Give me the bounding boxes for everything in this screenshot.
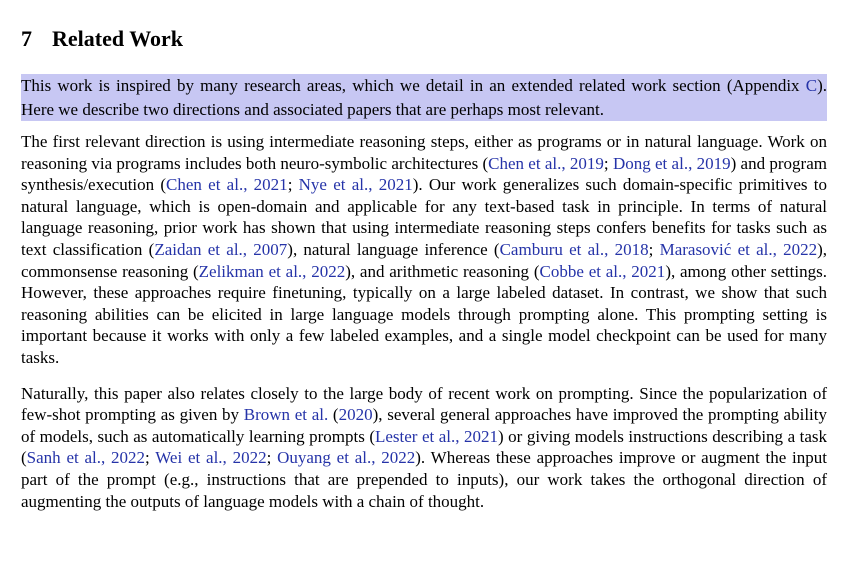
paragraph-related-work-prompting <box>21 383 827 513</box>
text-run: ) or giving models instructions describing a task ( <box>21 426 827 468</box>
highlighted-paragraph <box>21 74 827 121</box>
citation-link[interactable]: C <box>805 76 818 95</box>
citation-link[interactable]: Cobbe et al., 2021 <box>539 261 666 281</box>
citation-link[interactable]: Chen et al., 2019 <box>488 153 604 173</box>
citation-link[interactable]: Camburu et al., 2018 <box>499 239 649 259</box>
citation-link[interactable]: Nye et al., 2021 <box>298 175 413 195</box>
text-run: ), and arithmetic reasoning ( <box>345 261 540 281</box>
text-run: ), among other settings. However, these approaches require finetuning, typically on a large labeled dataset. In contrast, we show that such reasoning abilities can be elicited in large language models through prompting alone. This prompting setting is important because it works with only a few labeled examples, and a single model checkpoint can be used for many tasks. <box>21 261 827 367</box>
text-run: ; <box>145 448 156 468</box>
text-run: ; <box>648 239 660 259</box>
text-run: Naturally, this paper also relates closely to the large body of recent work on prompting. Since the popularization of few-shot prompting as given by <box>21 383 827 425</box>
text-run: ). Here we describe two directions and associated papers that are perhaps most relevant. <box>21 76 827 119</box>
citation-link[interactable]: Brown et al. <box>243 405 329 425</box>
section-number: 7 <box>21 26 32 51</box>
text-run: ; <box>266 448 278 468</box>
text-run: The first relevant direction is using intermediate reasoning steps, either as programs or in natural language. Work on reasoning via programs includes both neuro-symbolic architectures ( <box>21 132 827 173</box>
text-run: This work is inspired by many research areas, which we detail in an extended related work section (Appendix <box>21 76 806 95</box>
citation-link[interactable]: Wei et al., 2022 <box>155 448 267 468</box>
text-run: ). Whereas these approaches improve or augment the input part of the prompt (e.g., instructions that are prepended to inputs), our work takes the orthogonal direction of augmenting the outputs of language models with a chain of thought. <box>21 448 827 511</box>
text-run: ), several general approaches have improved the prompting ability of models, such as automatically learning prompts ( <box>21 405 827 446</box>
citation-link[interactable]: Sanh et al., 2022 <box>26 448 146 468</box>
text-run: ), commonsense reasoning ( <box>21 239 827 281</box>
text-run: ; <box>603 153 613 173</box>
section-heading <box>21 26 827 52</box>
citation-link[interactable]: Ouyang et al., 2022 <box>277 448 416 468</box>
text-run: ). Our work generalizes such domain-specific primitives to natural language, which is open-domain and applicable for any text-based task in principle. In terms of natural language reasoning, prior work has shown that using intermediate reasoning steps confers benefits for tasks such as text classification ( <box>21 175 827 259</box>
paragraph-related-work-reasoning <box>21 131 827 369</box>
citation-link[interactable]: Marasović et al., 2022 <box>659 239 818 259</box>
text-run: ( <box>328 405 339 425</box>
citation-link[interactable]: 2020 <box>338 405 373 425</box>
text-run: ), natural language inference ( <box>287 239 500 259</box>
citation-link[interactable]: Dong et al., 2019 <box>612 153 731 173</box>
section-title: Related Work <box>52 26 183 51</box>
text-run: ) and program synthesis/execution ( <box>21 153 827 195</box>
citation-link[interactable]: Lester et al., 2021 <box>374 426 499 446</box>
citation-link[interactable]: Zelikman et al., 2022 <box>198 261 346 281</box>
citation-link[interactable]: Zaidan et al., 2007 <box>154 239 288 259</box>
citation-link[interactable]: Chen et al., 2021 <box>166 175 288 195</box>
text-run: ; <box>287 175 299 195</box>
